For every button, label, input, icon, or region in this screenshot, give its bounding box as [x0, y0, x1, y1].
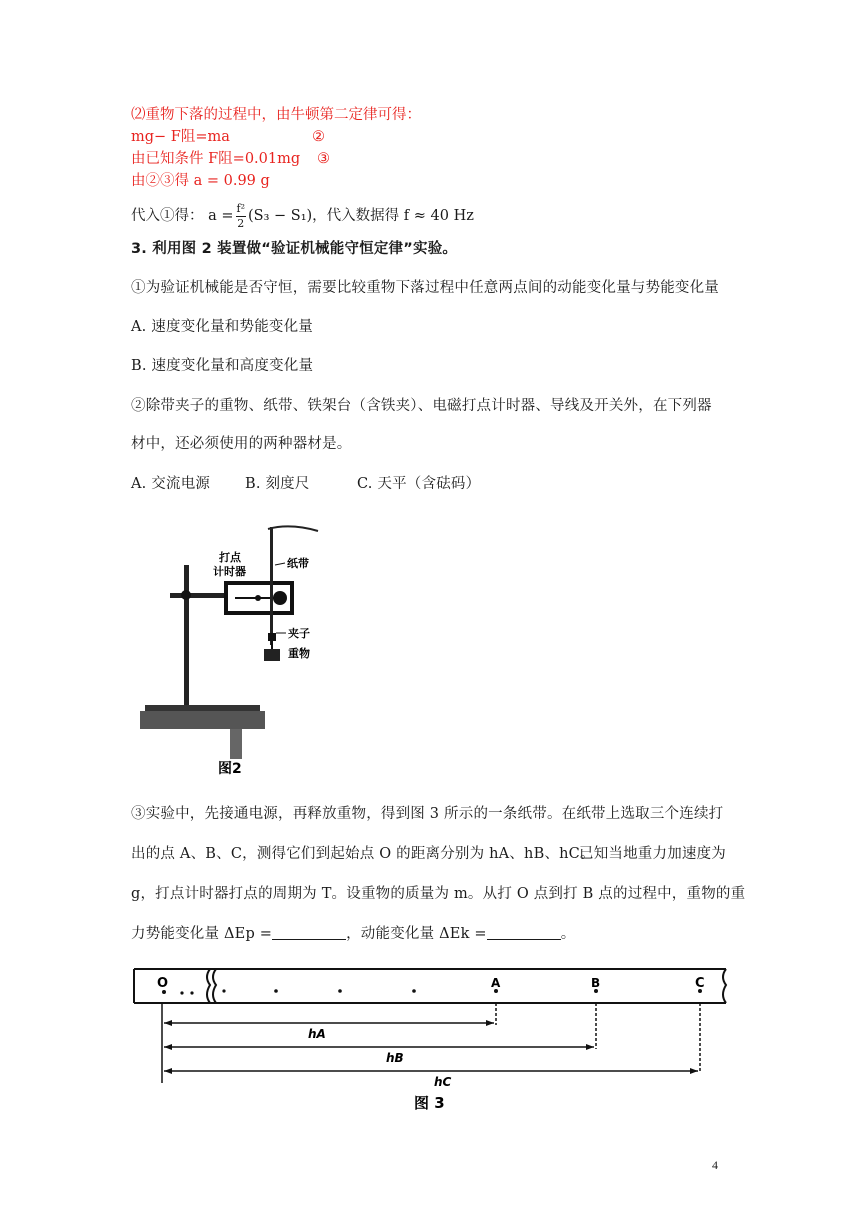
tape-break-left [207, 969, 210, 1003]
part-2-option-b: B. 刻度尺 [245, 476, 310, 492]
part-1-option-b: B. 速度变化量和高度变化量 [131, 358, 314, 374]
solution-line-4: 由②③得 a = 0.99 g [131, 173, 270, 189]
label-clip: 夹子 [288, 627, 310, 640]
question-title: 3. 利用图 2 装置做“验证机械能守恒定律”实验。 [131, 241, 458, 257]
kinetic-energy-label: ，动能变化量 ΔEk = [346, 926, 487, 942]
stand-base [145, 705, 260, 711]
timer-coil [273, 591, 287, 605]
fraction-denominator: 2 [237, 217, 245, 230]
label-B: B [591, 976, 601, 990]
line-end-punctuation: 。 [560, 926, 576, 942]
part-2-option-a: A. 交流电源 [131, 476, 211, 492]
tape-torn-end [723, 969, 726, 1003]
kinetic-energy-blank[interactable] [487, 925, 561, 940]
solution-line-1: ⑵重物下落的过程中，由牛顿第二定律可得： [131, 107, 421, 123]
question-part-3-line-4 [131, 922, 575, 943]
fraction [236, 202, 246, 230]
label-hC: hC [434, 1075, 452, 1089]
label-weight: 重物 [288, 647, 310, 660]
potential-energy-blank[interactable] [272, 925, 346, 940]
clamp-knob [181, 590, 191, 600]
solution-line-5 [131, 202, 474, 230]
question-part-3-line-3: g，打点计时器打点的周期为 T。设重物的质量为 m。从打 O 点到打 B 点的过程中，重物的重 [131, 886, 746, 902]
solution-eq-3-text: 由已知条件 F阻=0.01mg [131, 151, 301, 167]
dimension-hA [164, 1020, 494, 1026]
question-part-3-line-1: ③实验中，先接通电源，再释放重物，得到图 3 所示的一条纸带。在纸带上选取三个连续打 [131, 806, 724, 822]
clamp-arm [170, 593, 230, 598]
label-hA: hA [308, 1027, 326, 1041]
potential-energy-label: 力势能变化量 ΔEp = [131, 926, 273, 942]
dimension-hB [164, 1044, 594, 1050]
solution-eq-2-text: mg− F阻=ma [131, 129, 230, 145]
part-2-option-c: C. 天平（含砝码） [357, 476, 481, 492]
table-leg [230, 729, 242, 759]
question-part-3-line-2a: 出的点 A、B、C，测得它们到起始点 O 的距离分别为 hA、hB、hC。 [131, 846, 595, 862]
figure-2-caption: 图2 [218, 761, 242, 777]
figure-3-caption: 图 3 [414, 1094, 445, 1112]
label-C: C [695, 976, 705, 991]
label-timer-line-2: 计时器 [213, 565, 246, 578]
equation-marker-2: ② [312, 129, 325, 145]
equation-marker-3: ③ [317, 151, 330, 167]
label-hB: hB [386, 1051, 404, 1065]
solution-line-5-suffix: (S₃ − S₁)，代入数据得 f ≈ 40 Hz [248, 208, 474, 224]
label-timer-line-1: 打点 [219, 551, 241, 564]
part-1-option-a: A. 速度变化量和势能变化量 [131, 319, 313, 335]
weight [264, 649, 280, 661]
solution-equation-3 [131, 149, 330, 169]
question-part-1: ①为验证机械能是否守恒，需要比较重物下落过程中任意两点间的动能变化量与势能变化量 [131, 280, 719, 296]
question-part-3-line-2b: 已知当地重力加速度为 [579, 846, 726, 862]
label-tape: 纸带 [287, 557, 309, 570]
clip [268, 633, 276, 641]
solution-line-5-prefix: 代入①得： a = [131, 208, 234, 224]
page-number: 4 [712, 1158, 718, 1172]
fraction-numerator: f² [236, 202, 245, 215]
hand-icon [268, 526, 318, 531]
stand-rod [184, 565, 189, 707]
label-O: O [157, 976, 169, 991]
table-top [140, 711, 265, 729]
figure-3-paper-tape [130, 965, 730, 1115]
solution-equation-2 [131, 127, 325, 147]
label-A: A [491, 976, 501, 990]
question-part-2-line-1: ②除带夹子的重物、纸带、铁架台（含铁夹）、电磁打点计时器、导线及开关外，在下列器 [131, 398, 712, 414]
tape-break-right [213, 969, 216, 1003]
question-part-2-line-2: 材中，还必须使用的两种器材是。 [131, 436, 352, 452]
paper-tape [270, 527, 273, 645]
figure-2-apparatus [140, 515, 310, 785]
dimension-hC [164, 1068, 698, 1074]
